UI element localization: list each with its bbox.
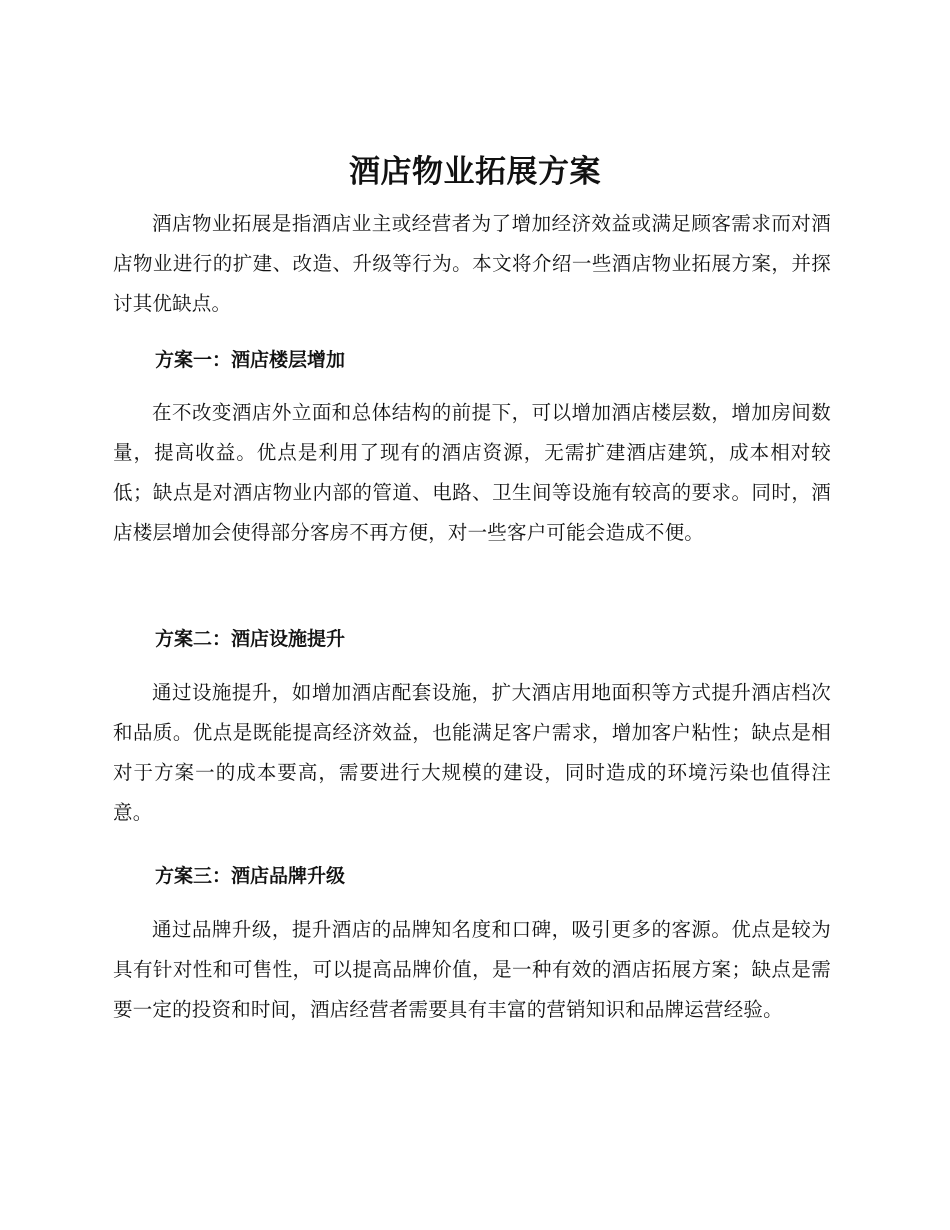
document-title: 酒店物业拓展方案 xyxy=(349,154,601,190)
section-body-3: 通过品牌升级，提升酒店的品牌知名度和口碑，吸引更多的客源。优点是较为具有针对性和可售性，可以提高品牌价值，是一种有效的酒店拓展方案；缺点是需要一定的投资和时间，酒店经营者需要具有丰富的营销知识和品牌运营经验。 xyxy=(113,918,831,1021)
section-heading-2: 方案二：酒店设施提升 xyxy=(155,628,346,650)
section-heading-3: 方案三：酒店品牌升级 xyxy=(155,865,346,887)
section-heading-1: 方案一：酒店楼层增加 xyxy=(155,349,346,371)
section-body-1: 在不改变酒店外立面和总体结构的前提下，可以增加酒店楼层数，增加房间数量，提高收益。优点是利用了现有的酒店资源，无需扩建酒店建筑，成本相对较低；缺点是对酒店物业内部的管道、电路、卫生间等设施有较高的要求。同时，酒店楼层增加会使得部分客房不再方便，对一些客户可能会造成不便。 xyxy=(113,401,831,544)
section-body-2: 通过设施提升，如增加酒店配套设施，扩大酒店用地面积等方式提升酒店档次和品质。优点是既能提高经济效益，也能满足客户需求，增加客户粘性；缺点是相对于方案一的成本要高，需要进行大规模的建设，同时造成的环境污染也值得注意。 xyxy=(113,681,831,824)
intro-paragraph: 酒店物业拓展是指酒店业主或经营者为了增加经济效益或满足顾客需求而对酒店物业进行的扩建、改造、升级等行为。本文将介绍一些酒店物业拓展方案，并探讨其优缺点。 xyxy=(113,212,831,315)
